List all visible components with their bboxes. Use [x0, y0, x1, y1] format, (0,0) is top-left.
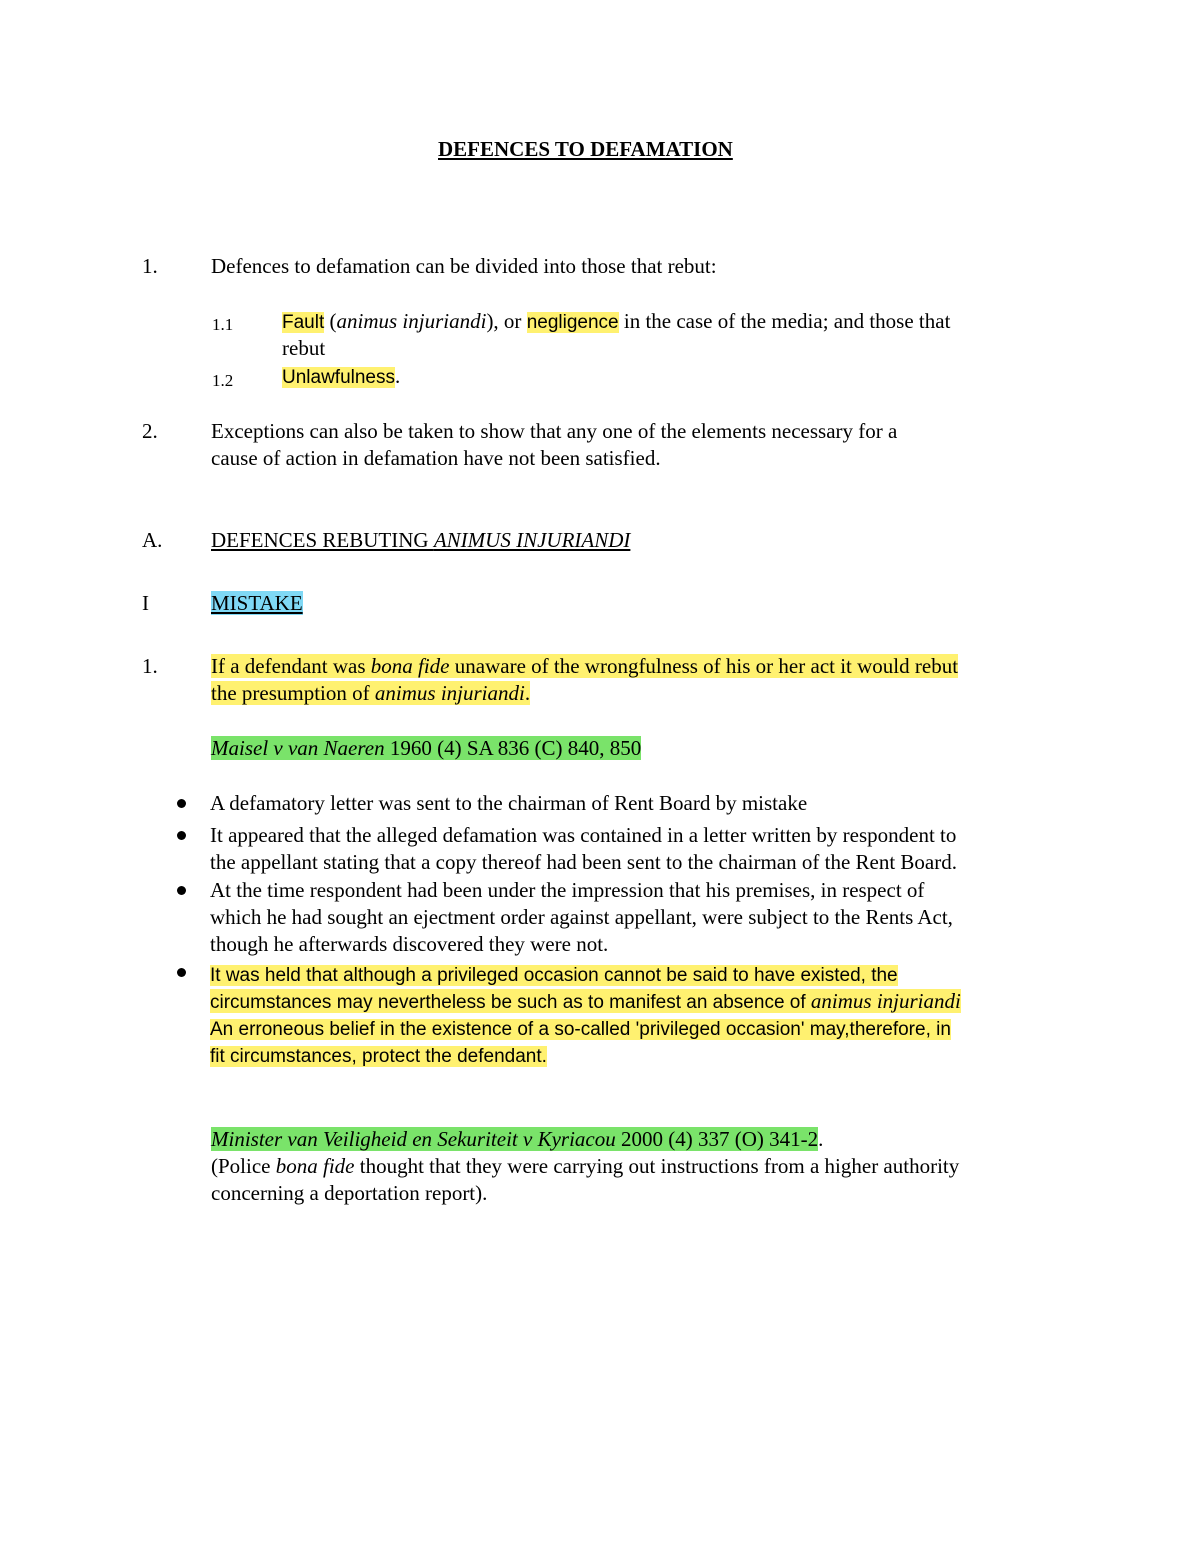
subitem-1-2-number: 1.2	[212, 371, 234, 390]
mistake-heading: MISTAKE	[211, 591, 303, 615]
bullet-2-line1: It appeared that the alleged defamation was contained in a letter written by respondent to	[210, 823, 957, 847]
item-2-number: 2.	[142, 419, 158, 443]
document-title: DEFENCES TO DEFAMATION	[438, 137, 733, 161]
item-2-line1: Exceptions can also be taken to show that any one of the elements necessary for a	[211, 419, 898, 443]
fault-term: Fault	[282, 312, 325, 333]
bullet-2-line2: the appellant stating that a copy thereof had been sent to the chairman of the Rent Board.	[210, 850, 957, 874]
mistake-item-line1: If a defendant was bona fide unaware of the wrongfulness of his or her act it would rebut	[211, 654, 959, 678]
unlawfulness-term: Unlawfulness	[282, 367, 395, 388]
bullet-4-line4: fit circumstances, protect the defendant.	[210, 1046, 547, 1067]
item-2-line2: cause of action in defamation have not been satisfied.	[211, 446, 661, 470]
bullet-4-line3: An erroneous belief in the existence of a so-called 'privileged occasion' may,therefore, in	[210, 1019, 951, 1040]
case-note-line2: concerning a deportation report).	[211, 1181, 488, 1205]
bullet-4-line2: circumstances may nevertheless be such as to manifest an absence of animus injuriandi	[210, 989, 961, 1013]
bullet-dot	[177, 831, 186, 840]
item-1-number: 1.	[142, 254, 158, 278]
subitem-1-1-number: 1.1	[212, 315, 234, 334]
bullet-dot	[177, 886, 186, 895]
item-1-text: Defences to defamation can be divided into those that rebut:	[211, 254, 717, 278]
section-i-number: I	[142, 591, 149, 615]
bullet-dot	[177, 799, 186, 808]
case-note-line1: (Police bona fide thought that they were carrying out instructions from a higher authority	[211, 1154, 960, 1178]
bullet-1-text: A defamatory letter was sent to the chairman of Rent Board by mistake	[210, 791, 808, 815]
subitem-1-2-text: Unlawfulness.	[282, 364, 401, 388]
mistake-item-line2: the presumption of animus injuriandi.	[211, 681, 531, 705]
bullet-4-line1: It was held that although a privileged occasion cannot be said to have existed, the	[210, 965, 898, 986]
subitem-1-1-text: Fault (animus injuriandi), or negligence in the case of the media; and those that	[282, 309, 951, 333]
mistake-item-number: 1.	[142, 654, 158, 678]
bullet-3-line1: At the time respondent had been under the impression that his premises, in respect of	[210, 878, 925, 902]
case-citation-maisel: Maisel v van Naeren 1960 (4) SA 836 (C) 840, 850	[211, 736, 642, 760]
section-i-heading	[211, 590, 303, 617]
case-citation-kyriacou: Minister van Veiligheid en Sekuriteit v Kyriacou 2000 (4) 337 (O) 341-2.	[211, 1127, 824, 1151]
bullet-3-line2: which he had sought an ejectment order against appellant, were subject to the Rents Act,	[210, 905, 953, 929]
animus-injuriandi-term: animus injuriandi	[336, 309, 487, 333]
negligence-term: negligence	[526, 312, 619, 333]
subitem-1-1-line2: rebut	[282, 336, 326, 360]
bullet-dot	[177, 968, 186, 977]
section-a-heading: DEFENCES REBUTING ANIMUS INJURIANDI	[211, 528, 631, 552]
bullet-3-line3: though he afterwards discovered they were not.	[210, 932, 609, 956]
section-a-number: A.	[142, 528, 163, 552]
